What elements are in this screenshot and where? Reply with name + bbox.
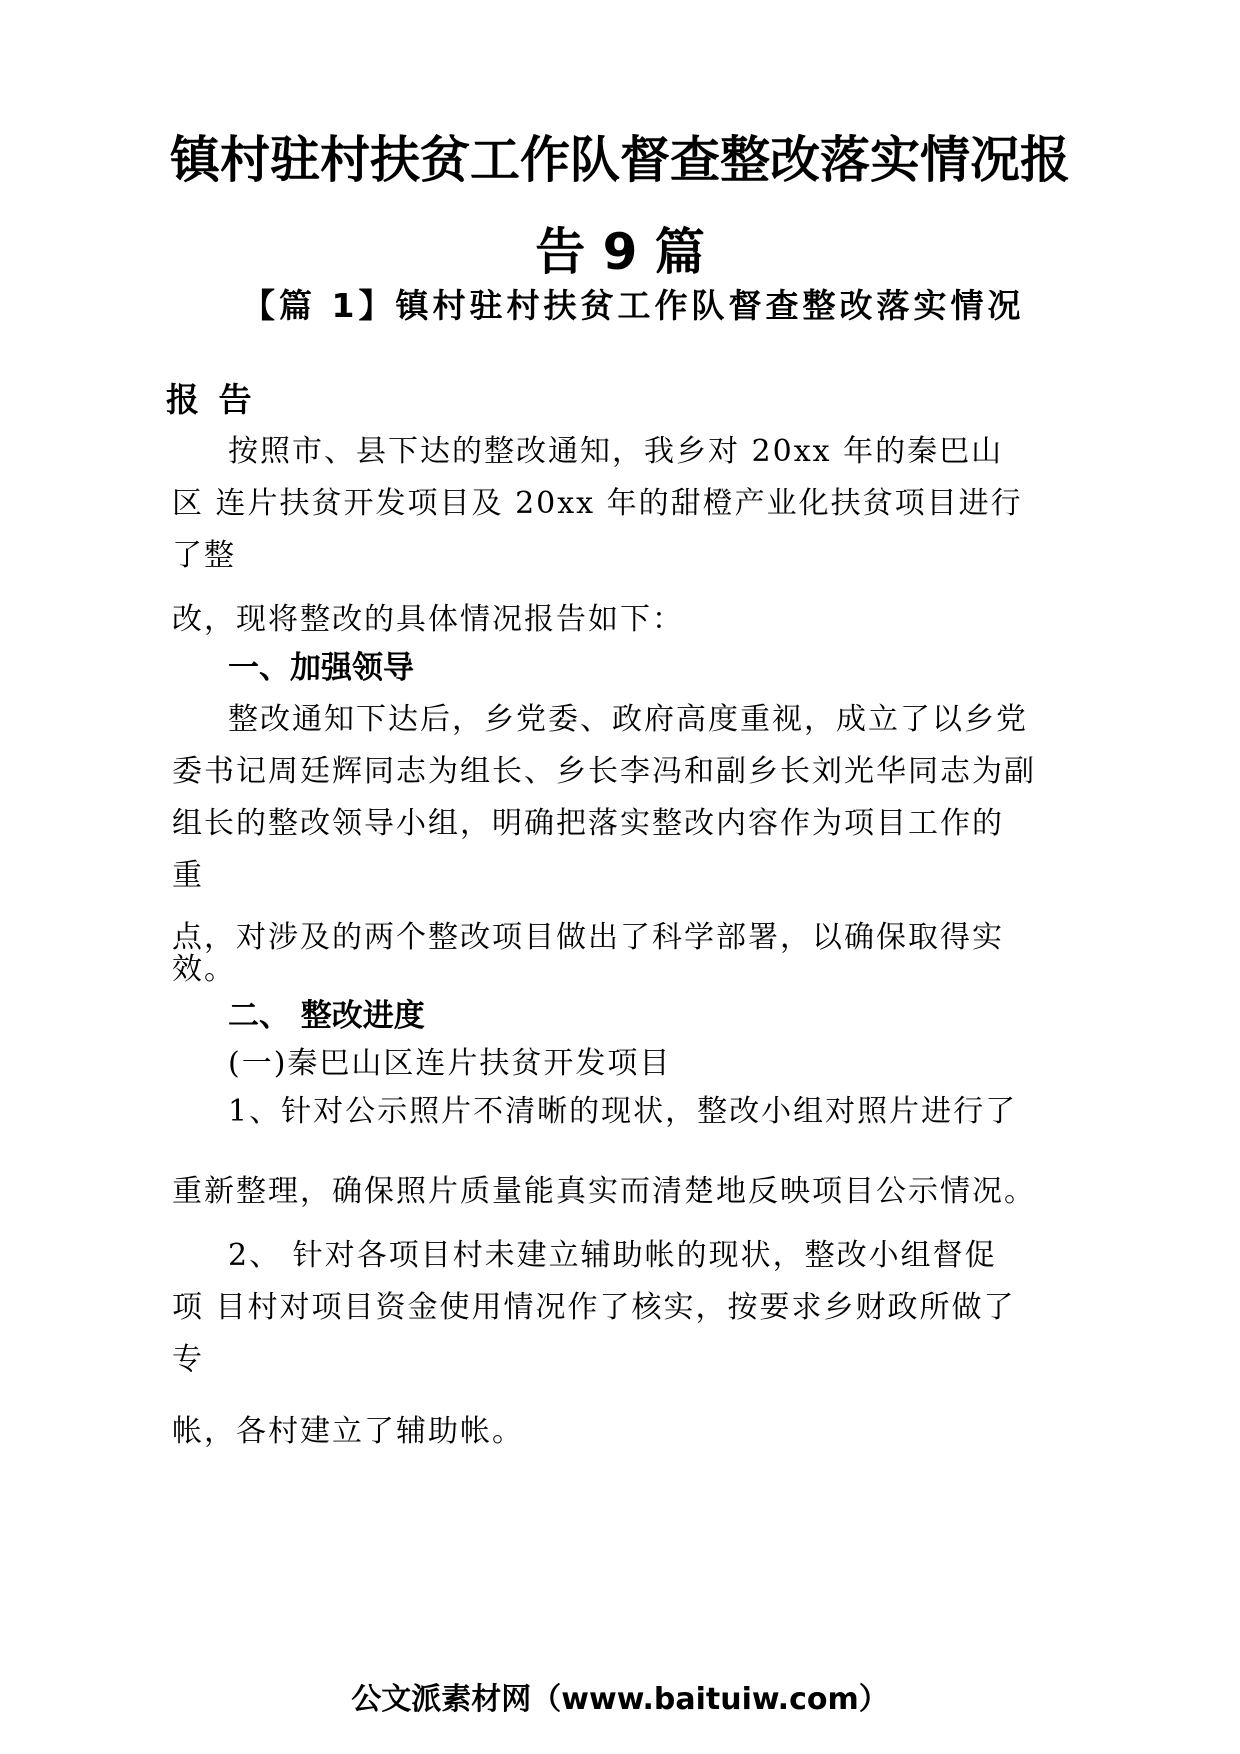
section-title: 【篇 1】镇村驻村扶贫工作队督查整改落实情况 xyxy=(242,286,1025,325)
item-line: 帐，各村建立了辅助帐。 xyxy=(172,1414,524,1449)
item-line: 重新整理，确保照片质量能真实而清楚地反映项目公示情况。 xyxy=(172,1174,1036,1209)
intro-line: 了整 xyxy=(172,538,236,573)
paragraph-line: 委书记周廷辉同志为组长、乡长李冯和副乡长刘光华同志为副 xyxy=(172,754,1036,789)
heading-strengthen-leadership: 一、加强领导 xyxy=(228,650,414,686)
item-line: 项 目村对项目资金使用情况作了核实，按要求乡财政所做了 xyxy=(172,1290,1016,1325)
subheading-project: (一)秦巴山区连片扶贫开发项目 xyxy=(228,1046,672,1081)
paragraph-line: 效。 xyxy=(172,952,236,987)
paragraph-line: 组长的整改领导小组，明确把落实整改内容作为项目工作的 xyxy=(172,806,1004,841)
intro-line: 按照市、县下达的整改通知，我乡对 20xx 年的秦巴山 xyxy=(228,434,1004,469)
item-line: 2、 针对各项目村未建立辅助帐的现状，整改小组督促 xyxy=(228,1238,997,1273)
item-line: 1、针对公示照片不清晰的现状，整改小组对照片进行了 xyxy=(228,1094,1018,1129)
paragraph-line: 重 xyxy=(172,858,204,893)
heading-rectification-progress: 二、 整改进度 xyxy=(228,998,425,1034)
intro-line: 区 连片扶贫开发项目及 20xx 年的甜橙产业化扶贫项目进行 xyxy=(172,486,1023,521)
document-title-line1: 镇村驻村扶贫工作队督查整改落实情况报 xyxy=(170,131,1070,189)
paragraph-line: 点，对涉及的两个整改项目做出了科学部署，以确保取得实 xyxy=(172,920,1004,955)
section-title-continued: 报 告 xyxy=(166,380,256,419)
footer-source: 公文派素材网（www.baituiw.com） xyxy=(351,1682,889,1717)
paragraph-line: 整改通知下达后，乡党委、政府高度重视，成立了以乡党 xyxy=(228,702,1028,737)
intro-line: 改，现将整改的具体情况报告如下： xyxy=(172,602,684,637)
document-title-line2: 告 9 篇 xyxy=(535,223,705,281)
item-line: 专 xyxy=(172,1342,204,1377)
